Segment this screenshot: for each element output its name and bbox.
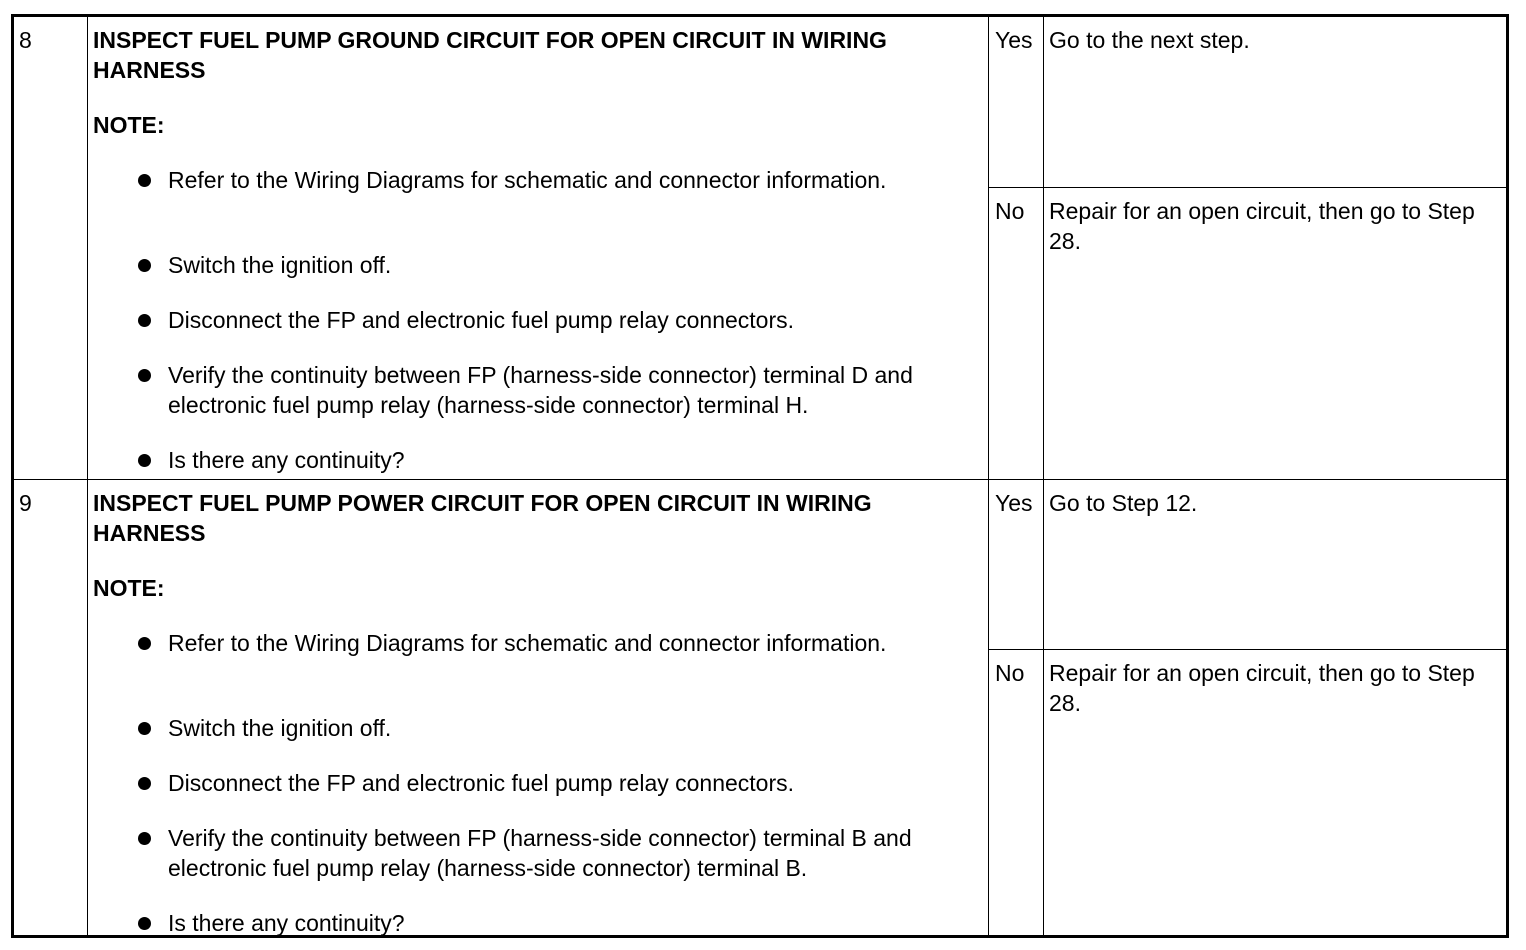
result-action-no: Repair for an open circuit, then go to Step 28. (1049, 198, 1475, 254)
bullet-icon (138, 174, 151, 187)
bullet-icon (138, 369, 151, 382)
list-item: Is there any continuity? (168, 447, 405, 473)
column-divider-step (87, 17, 88, 935)
row-divider-step8-results (988, 187, 1506, 188)
step-number: 8 (19, 27, 32, 53)
result-action-yes: Go to Step 12. (1049, 490, 1198, 516)
result-answer-yes: Yes (995, 490, 1033, 516)
list-item: Verify the continuity between FP (harness-side connector) terminal D and electronic fuel pump relay (harness-side connector) terminal H. (168, 362, 913, 418)
bullet-icon (138, 832, 151, 845)
list-item: Switch the ignition off. (168, 715, 392, 741)
row-divider-steps (14, 479, 1506, 480)
list-item: Verify the continuity between FP (harness-side connector) terminal B and electronic fuel pump relay (harness-side connector) terminal B. (168, 825, 912, 881)
result-answer-yes: Yes (995, 27, 1033, 53)
list-item: Disconnect the FP and electronic fuel pump relay connectors. (168, 307, 795, 333)
result-action-yes: Go to the next step. (1049, 27, 1250, 53)
column-divider-action (1043, 17, 1044, 935)
list-item: Switch the ignition off. (168, 252, 392, 278)
bullet-icon (138, 637, 151, 650)
bullet-icon (138, 917, 151, 930)
list-item: Refer to the Wiring Diagrams for schematic and connector information. (168, 167, 887, 193)
result-answer-no: No (995, 198, 1025, 224)
bullet-icon (138, 722, 151, 735)
bullet-icon (138, 777, 151, 790)
note-label: NOTE: (93, 575, 165, 601)
bullet-icon (138, 314, 151, 327)
bullet-icon (138, 454, 151, 467)
step-title: INSPECT FUEL PUMP POWER CIRCUIT FOR OPEN CIRCUIT IN WIRING HARNESS (93, 490, 872, 546)
diagnostic-table (11, 14, 1509, 938)
step-number: 9 (19, 490, 32, 516)
list-item: Disconnect the FP and electronic fuel pump relay connectors. (168, 770, 795, 796)
list-item: Is there any continuity? (168, 910, 405, 936)
note-label: NOTE: (93, 112, 165, 138)
column-divider-result (988, 17, 989, 935)
list-item: Refer to the Wiring Diagrams for schematic and connector information. (168, 630, 887, 656)
result-action-no: Repair for an open circuit, then go to Step 28. (1049, 660, 1475, 716)
step-title: INSPECT FUEL PUMP GROUND CIRCUIT FOR OPEN CIRCUIT IN WIRING HARNESS (93, 27, 887, 83)
result-answer-no: No (995, 660, 1025, 686)
row-divider-step9-results (988, 649, 1506, 650)
bullet-icon (138, 259, 151, 272)
